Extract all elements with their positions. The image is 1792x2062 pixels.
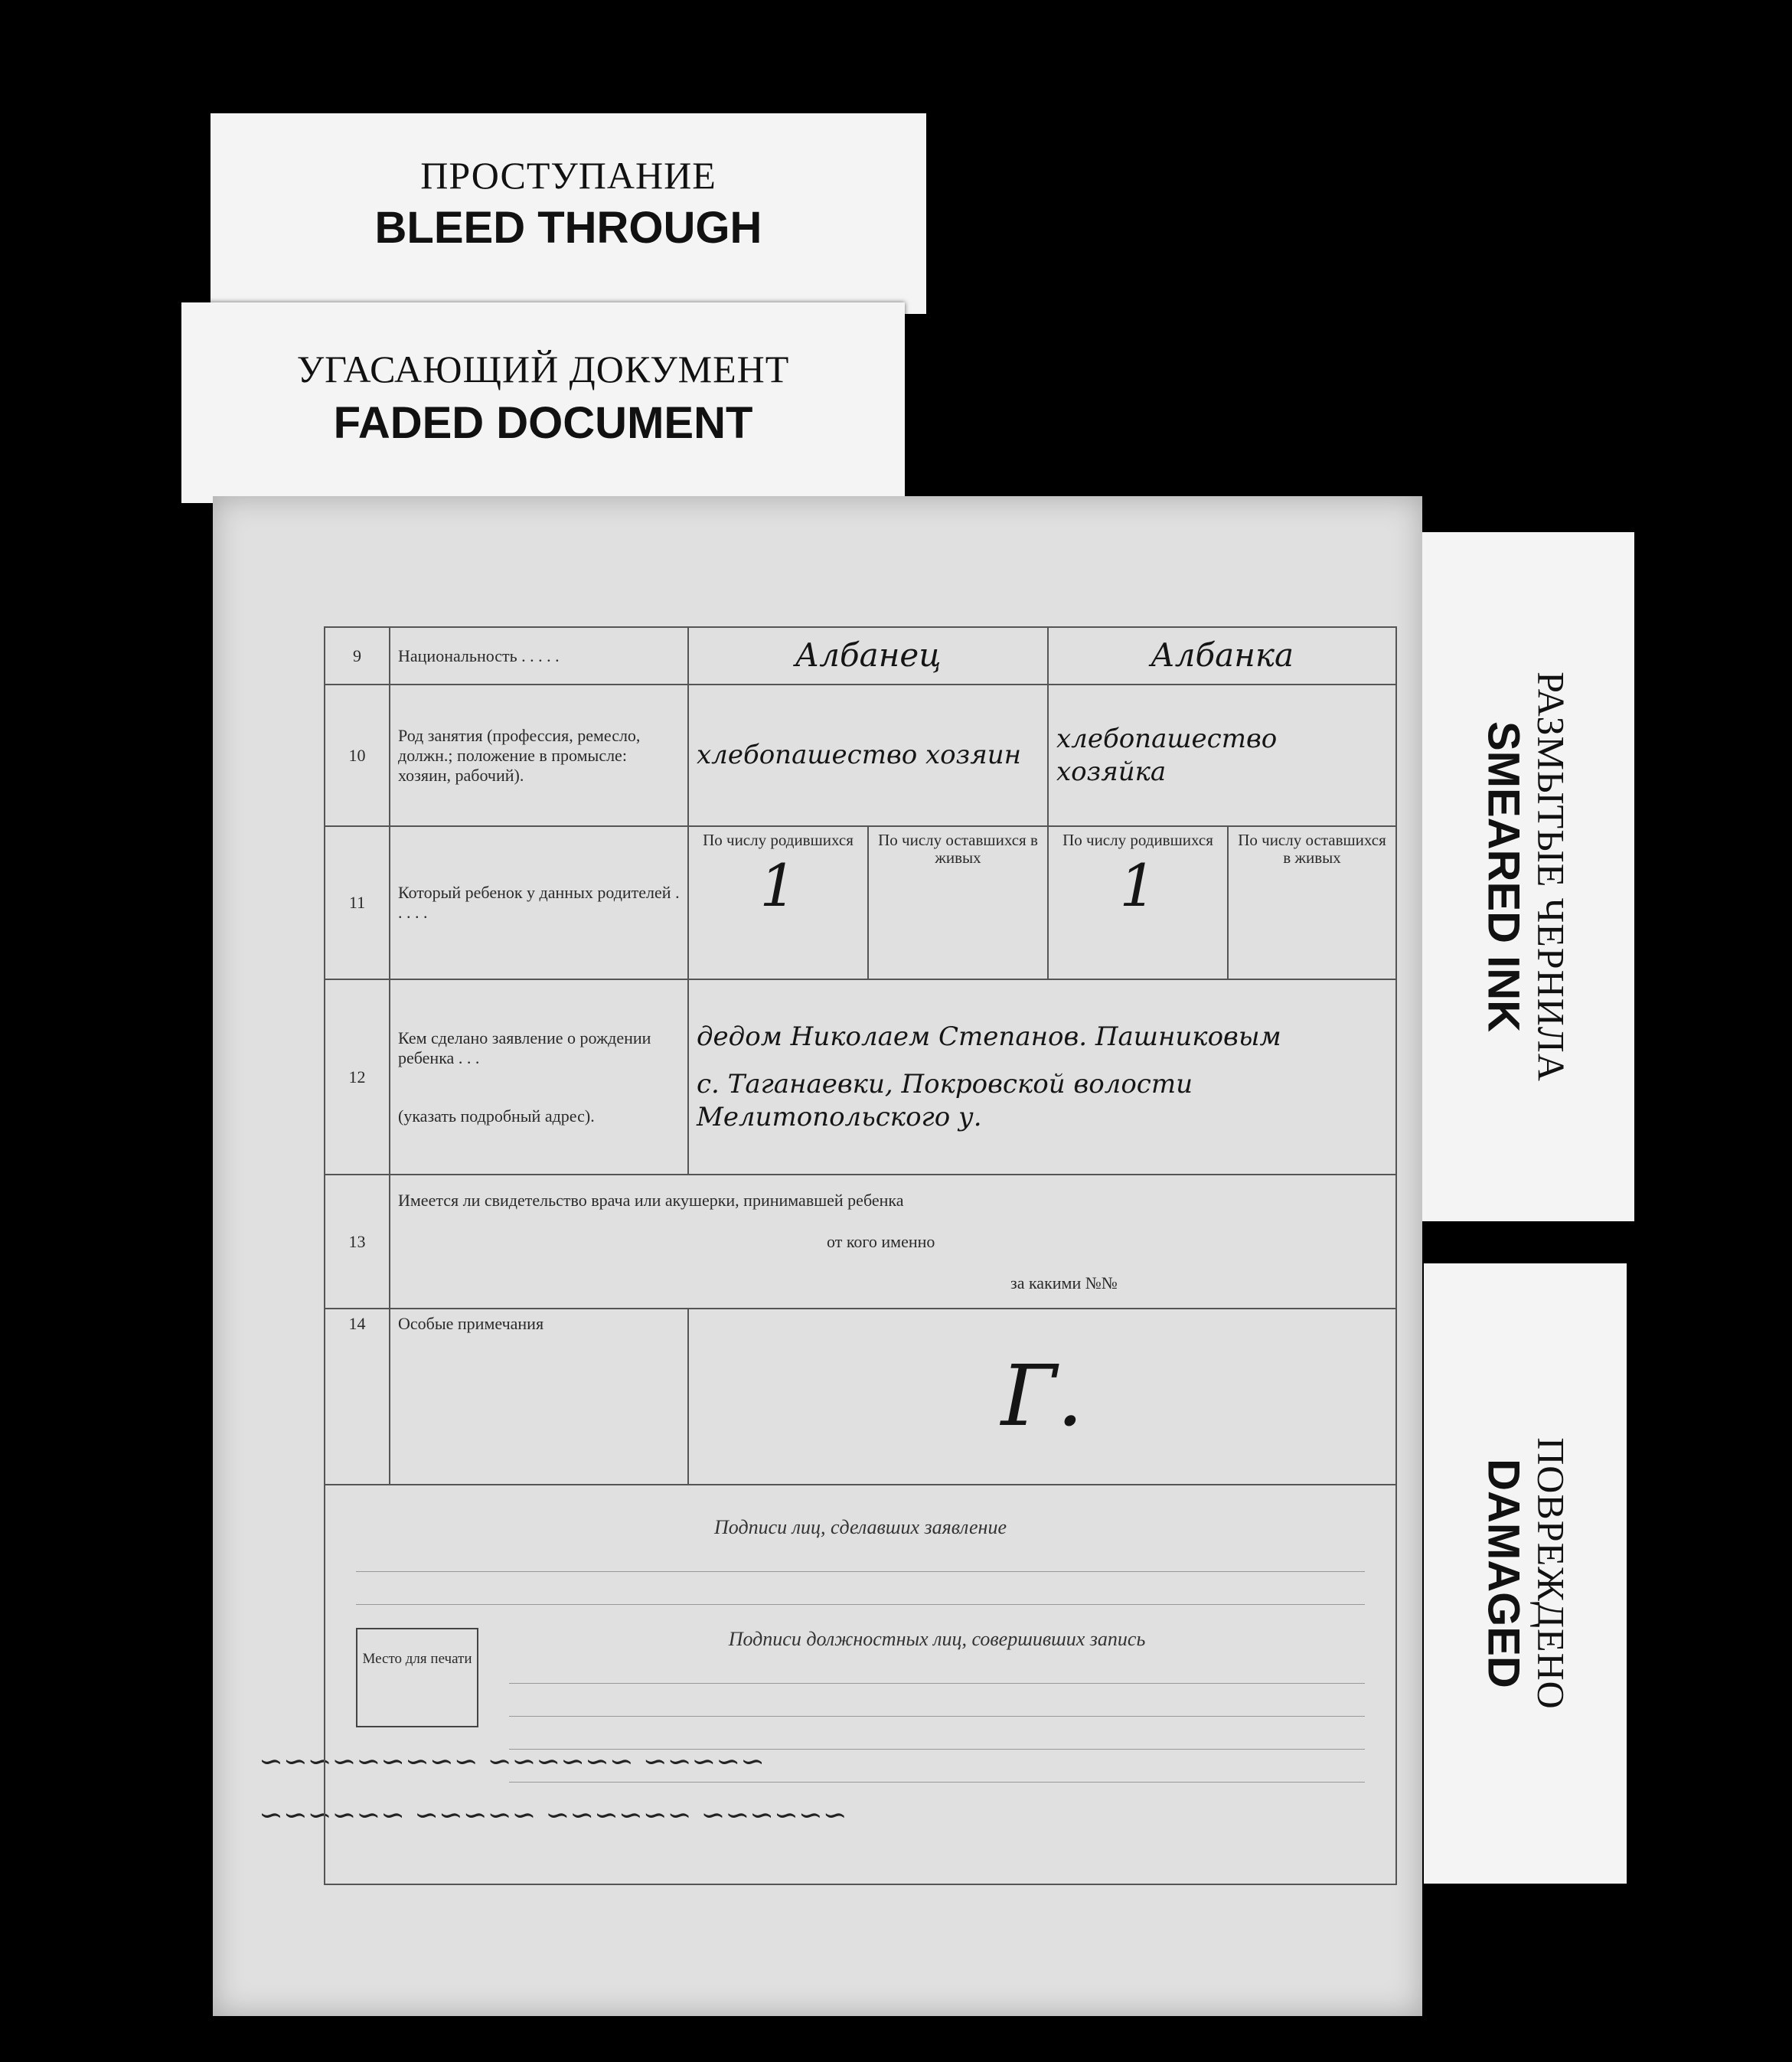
row-number: 13 [325,1175,390,1309]
mother-born-value: 1 [1119,851,1157,920]
row-label: Национальность . . . . . [390,627,688,685]
bleed-through-ru: ПРОСТУПАНИЕ [420,154,716,197]
mother-occupation: хлебопашество хозяйка [1048,685,1396,826]
row-nationality [325,627,1396,685]
declarant-value [688,979,1396,1175]
row-declarant [325,979,1396,1175]
officials-signature-label: Подписи должностных лиц, совершивших запись [728,1628,1146,1650]
bleed-through-ink: ~~~~~ ~~~~~~ ~~~~~~~~~ [259,1744,765,1778]
faded-document-ru: УГАСАЮЩИЙ ДОКУМЕНТ [296,348,790,391]
notes-mark: Г. [688,1309,1396,1485]
from-whom-label: от кого именно [827,1231,935,1251]
father-nationality: Албанец [688,627,1048,685]
faded-document-label [181,302,905,503]
bleed-through-label [211,113,926,314]
certificate-label: Имеется ли свидетельство врача или акушерки, принимавшей ребенка [398,1190,904,1210]
stamp-place: Место для печати [356,1628,478,1727]
signature-line [509,1750,1365,1783]
bleed-through-ink: ~~~~~~ ~~~~~~ ~~~~~ ~~~~~~ [259,1798,847,1832]
faded-document-en: FADED DOCUMENT [333,398,753,448]
signature-line [509,1651,1365,1684]
signature-line [509,1684,1365,1717]
damaged-label [1424,1263,1627,1884]
declarant-address: с. Таганаевки, Покровской волости Мелитопольского у. [697,1069,1193,1132]
row-number: 11 [325,826,390,979]
column-header-born: По числу родившихся [1062,831,1213,849]
damaged-ru: ПОВРЕЖДЕНО [1529,1437,1572,1710]
row-signatures [325,1485,1396,1884]
row-label [390,979,688,1175]
father-born-value: 1 [759,851,797,920]
row-notes [325,1309,1396,1485]
father-occupation: хлебопашество хозяин [688,685,1048,826]
row-number: 14 [325,1309,390,1485]
column-header-alive: По числу оставшихся в живых [1238,831,1386,868]
row-number: 12 [325,979,390,1175]
declarant-name: дедом Николаем Степанов. Пашниковым [697,1021,1281,1052]
mother-born-count [1048,826,1228,979]
declarant-label: Кем сделано заявление о рождении ребенка . . . [398,1028,651,1067]
father-alive-count [868,826,1048,979]
birth-record-form [324,626,1397,1885]
smeared-ink-ru: РАЗМЫТЫЕ ЧЕРНИЛА [1529,672,1572,1082]
column-header-alive: По числу оставшихся в живых [878,831,1038,868]
birth-record-page [213,496,1422,2016]
row-child-order [325,826,1396,979]
damaged-en: DAMAGED [1478,1459,1528,1688]
signature-line [509,1717,1365,1750]
row-label: Род занятия (профессия, ремесло, должн.; положение в промысле: хозяин, рабочий). [390,685,688,826]
numbers-label: за какими №№ [1010,1273,1118,1292]
smeared-ink-en: SMEARED INK [1478,721,1528,1033]
bleed-through-en: BLEED THROUGH [374,203,762,253]
row-certificate [325,1175,1396,1309]
row-occupation [325,685,1396,826]
signature-line [356,1539,1365,1572]
mother-nationality: Албанка [1048,627,1396,685]
declarants-signature-label: Подписи лиц, сделавших заявление [714,1516,1007,1538]
row-label: Особые примечания [390,1309,688,1485]
smeared-ink-label [1416,532,1634,1221]
signatures-block [325,1485,1396,1884]
mother-alive-count [1228,826,1396,979]
row-label: Который ребенок у данных родителей . . . . . [390,826,688,979]
row-number: 10 [325,685,390,826]
father-born-count [688,826,868,979]
address-label: (указать подробный адрес). [398,1106,595,1126]
column-header-born: По числу родившихся [703,831,854,849]
signature-line [356,1572,1365,1605]
row-number: 9 [325,627,390,685]
certificate-cell [390,1175,1396,1309]
